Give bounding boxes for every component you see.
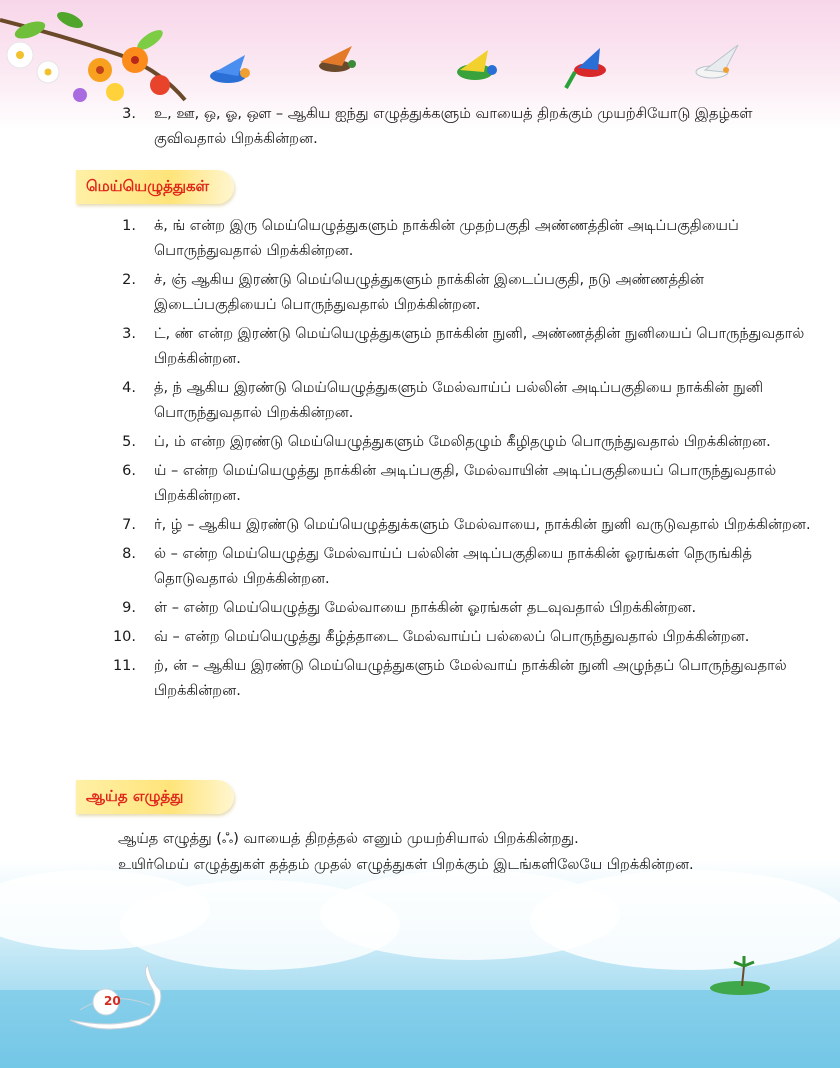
list-item-text: வ் – என்ற மெய்யெழுத்து கீழ்த்தாடை மேல்வாய்ப் பல்லைப் பொருந்துவதால் பிறக்கின்றன. xyxy=(154,629,750,645)
list-item xyxy=(96,376,816,426)
section-heading-banner xyxy=(76,170,234,204)
section-heading: ஆய்த எழுத்து xyxy=(86,787,184,805)
list-item xyxy=(96,214,816,264)
paragraph-line: ஆய்த எழுத்து (ஃ) வாயைத் திறத்தல் எனும் முயற்சியால் பிறக்கின்றது. xyxy=(118,831,579,847)
list-item xyxy=(96,513,816,538)
list-item xyxy=(96,322,816,372)
intro-item xyxy=(96,102,796,152)
consonant-list xyxy=(96,214,816,708)
list-item-text: ர், ழ் – ஆகிய இரண்டு மெய்யெழுத்துக்களும் மேல்வாயை, நாக்கின் நுனி வருடுவதால் பிறக்கின்றன. xyxy=(154,517,811,533)
list-item-text: க், ங் என்ற இரு மெய்யெழுத்துகளும் நாக்கின் முதற்பகுதி அண்ணத்தின் அடிப்பகுதியைப் பொருந்துவதால் பிறக்கின்றன. xyxy=(154,218,739,259)
list-item-text: ல் – என்ற மெய்யெழுத்து மேல்வாய்ப் பல்லின் அடிப்பகுதியை நாக்கின் ஓரங்கள் நெருங்கித் தொடுவதால் பிறக்கின்றன. xyxy=(154,546,752,587)
list-item-number: 5. xyxy=(122,434,136,450)
section-heading: மெய்யெழுத்துகள் xyxy=(86,177,210,195)
section-heading-banner xyxy=(76,780,234,814)
list-item-text: த், ந் ஆகிய இரண்டு மெய்யெழுத்துகளும் மேல்வாய்ப் பல்லின் அடிப்பகுதியை நாக்கின் நுனி பொருந்துவதால் பிறக்கின்றன. xyxy=(154,380,764,421)
list-item-number: 10. xyxy=(112,629,136,645)
list-item-number: 3. xyxy=(122,106,136,122)
list-item xyxy=(96,625,816,650)
list-item xyxy=(96,268,816,318)
list-item-number: 7. xyxy=(122,517,136,533)
list-item-text: உ, ஊ, ஒ, ஓ, ஔ – ஆகிய ஐந்து எழுத்துக்களும் வாயைத் திறக்கும் முயற்சியோடு இதழ்கள் குவிவதால் பிறக்கின்றன. xyxy=(154,106,753,147)
aytham-paragraph xyxy=(118,826,818,878)
list-item-number: 11. xyxy=(112,658,136,674)
list-item-number: 3. xyxy=(122,326,136,342)
list-item xyxy=(96,596,816,621)
list-item-text: ள் – என்ற மெய்யெழுத்து மேல்வாயை நாக்கின் ஓரங்கள் தடவுவதால் பிறக்கின்றன. xyxy=(154,600,697,616)
list-item-text: ப், ம் என்ற இரண்டு மெய்யெழுத்துகளும் மேலிதழும் கீழிதழும் பொருந்துவதால் பிறக்கின்றன. xyxy=(154,434,771,450)
paragraph-line: உயிர்மெய் எழுத்துகள் தத்தம் முதல் எழுத்துகள் பிறக்கும் இடங்களிலேயே பிறக்கின்றன. xyxy=(118,857,694,873)
list-item-number: 8. xyxy=(122,546,136,562)
list-item-number: 1. xyxy=(122,218,136,234)
page-number: 20 xyxy=(104,994,121,1008)
list-item-text: ச், ஞ் ஆகிய இரண்டு மெய்யெழுத்துகளும் நாக்கின் இடைப்பகுதி, நடு அண்ணத்தின் இடைப்பகுதியைப் பொருந்துவதால் பிறக்கின்றன. xyxy=(154,272,704,313)
list-item-number: 4. xyxy=(122,380,136,396)
list-item-text: ட், ண் என்ற இரண்டு மெய்யெழுத்துகளும் நாக்கின் நுனி, அண்ணத்தின் நுனியைப் பொருந்துவதால் பிறக்கின்றன. xyxy=(154,326,805,367)
list-item-text: ய் – என்ற மெய்யெழுத்து நாக்கின் அடிப்பகுதி, மேல்வாயின் அடிப்பகுதியைப் பொருந்துவதால் பிறக்கின்றன. xyxy=(154,463,777,504)
list-item-number: 6. xyxy=(122,463,136,479)
list-item-text: ற், ன் – ஆகிய இரண்டு மெய்யெழுத்துகளும் மேல்வாய் நாக்கின் நுனி அழுந்தப் பொருந்துவதால் பிறக்கின்றன. xyxy=(154,658,787,699)
list-item xyxy=(96,654,816,704)
list-item-number: 2. xyxy=(122,272,136,288)
list-item-number: 9. xyxy=(122,600,136,616)
list-item xyxy=(96,430,816,455)
list-item xyxy=(96,542,816,592)
list-item xyxy=(96,459,816,509)
